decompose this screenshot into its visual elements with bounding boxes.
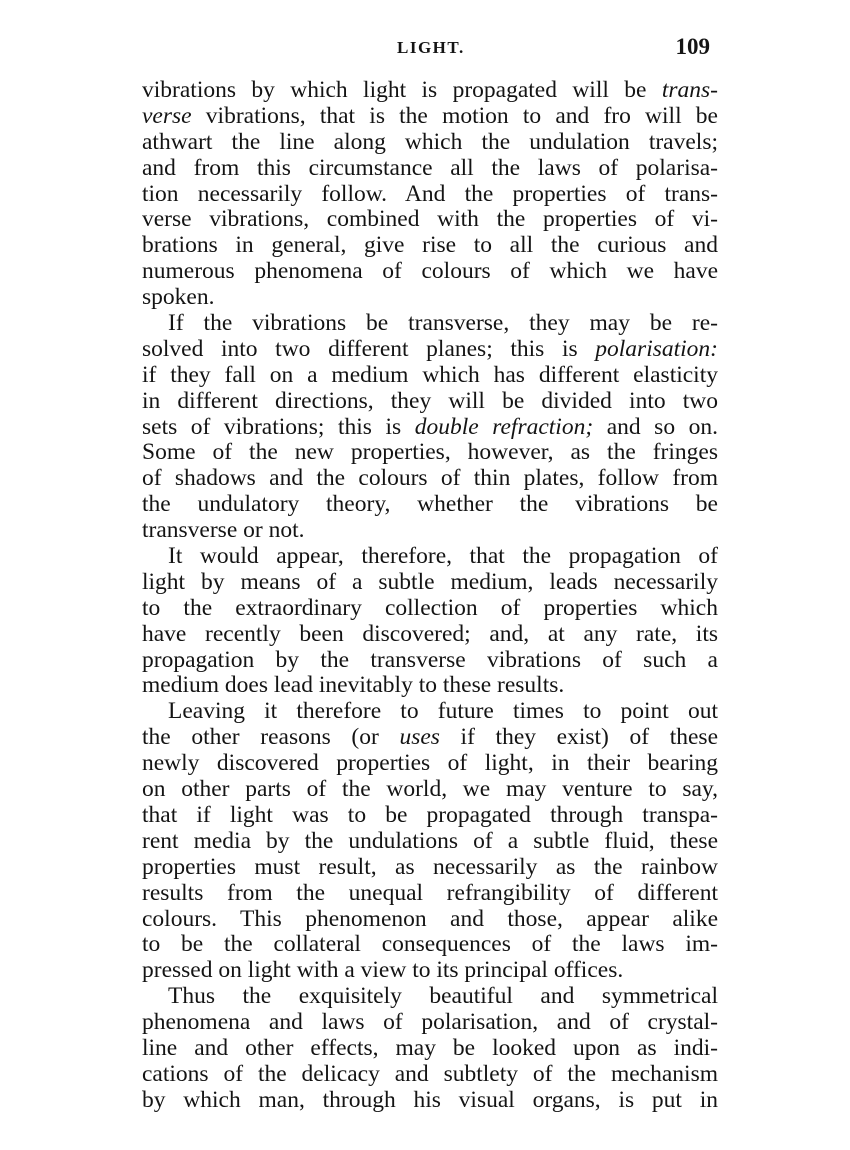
- text-line: [142, 699, 718, 725]
- text-line: [142, 958, 718, 984]
- text-line: [142, 570, 718, 596]
- text-run: numerous phenomena of colours of which we have: [142, 258, 718, 285]
- text-line: [142, 492, 718, 518]
- text-run: pressed on light with a view to its principal offices.: [142, 957, 624, 984]
- text-line: [142, 363, 718, 389]
- text-run: vibrations, that is the motion to and fro will be: [191, 102, 718, 129]
- text-line: [142, 855, 718, 881]
- text-line: [142, 259, 718, 285]
- text-run: spoken.: [142, 284, 215, 311]
- italic-text: uses: [399, 724, 440, 751]
- text-line: [142, 285, 718, 311]
- text-line: [142, 466, 718, 492]
- text-run: If the vibrations be transverse, they may be re-: [168, 310, 718, 337]
- italic-text: polarisation:: [595, 335, 718, 362]
- text-run: propagation by the transverse vibrations of such a: [142, 646, 718, 673]
- text-run: sets of vibrations; this is: [142, 413, 415, 440]
- text-run: if they fall on a medium which has different elasticity: [142, 361, 718, 388]
- text-run: rent media by the undulations of a subtle fluid, these: [142, 827, 718, 854]
- text-run: vibrations by which light is propagated will be: [142, 77, 662, 103]
- text-run: solved into two different planes; this is: [142, 335, 596, 362]
- text-line: [142, 1088, 718, 1114]
- text-run: phenomena and laws of polarisation, and of crystal-: [142, 1009, 718, 1036]
- text-line: [142, 751, 718, 777]
- text-line: [142, 1062, 718, 1088]
- text-run: newly discovered properties of light, in their bearing: [142, 750, 718, 777]
- text-run: It would appear, therefore, that the propagation of: [168, 543, 718, 570]
- text-line: [142, 803, 718, 829]
- italic-text: double refraction;: [414, 413, 594, 440]
- text-line: [142, 725, 718, 751]
- text-line: [142, 622, 718, 648]
- running-head: [142, 34, 710, 64]
- text-line: [142, 207, 718, 233]
- text-run: transverse or not.: [142, 517, 305, 544]
- text-line: [142, 1010, 718, 1036]
- text-line: [142, 415, 718, 441]
- text-run: and so on.: [593, 413, 718, 440]
- text-run: by which man, through his visual organs, is put in: [142, 1086, 718, 1113]
- text-run: Leaving it therefore to future times to point out: [168, 698, 718, 725]
- text-run: properties must result, as necessarily as the rainbow: [142, 853, 718, 880]
- text-line: [142, 311, 718, 337]
- text-line: [142, 233, 718, 259]
- text-line: [142, 130, 718, 156]
- text-line: [142, 932, 718, 958]
- text-line: [142, 337, 718, 363]
- text-line: [142, 518, 718, 544]
- text-run: cations of the delicacy and subtlety of the mechanism: [142, 1060, 718, 1087]
- text-line: [142, 1036, 718, 1062]
- text-run: to be the collateral consequences of the laws im-: [142, 931, 718, 958]
- text-line: [142, 78, 718, 104]
- text-run: that if light was to be propagated through transpa-: [142, 801, 718, 828]
- text-line: [142, 984, 718, 1010]
- text-line: [142, 648, 718, 674]
- body-text: [142, 78, 718, 1114]
- text-run: results from the unequal refrangibility of different: [142, 879, 718, 906]
- text-run: verse vibrations, combined with the properties of vi-: [142, 206, 718, 233]
- text-run: of shadows and the colours of thin plates, follow from: [142, 465, 718, 492]
- page-number: 109: [675, 34, 710, 59]
- italic-text: verse: [142, 102, 192, 129]
- text-line: [142, 156, 718, 182]
- text-run: brations in general, give rise to all the curious and: [142, 232, 718, 259]
- text-run: in different directions, they will be divided into two: [142, 387, 718, 414]
- text-run: if they exist) of these: [439, 724, 719, 751]
- text-run: on other parts of the world, we may venture to say,: [142, 776, 718, 803]
- text-line: [142, 544, 718, 570]
- text-run: medium does lead inevitably to these results.: [142, 672, 565, 699]
- text-line: [142, 777, 718, 803]
- text-run: tion necessarily follow. And the properties of trans-: [142, 180, 718, 207]
- text-run: Some of the new properties, however, as the fringes: [142, 439, 718, 466]
- text-line: [142, 104, 718, 130]
- text-run: to the extraordinary collection of properties which: [142, 594, 718, 621]
- text-line: [142, 440, 718, 466]
- text-line: [142, 881, 718, 907]
- text-run: colours. This phenomenon and those, appear alike: [142, 905, 718, 932]
- running-title: LIGHT.: [397, 38, 465, 57]
- text-run: and from this circumstance all the laws of polarisa-: [142, 154, 718, 181]
- text-run: the other reasons (or: [142, 724, 400, 751]
- text-run: line and other effects, may be looked upon as indi-: [142, 1034, 718, 1061]
- text-line: [142, 389, 718, 415]
- text-run: have recently been discovered; and, at any rate, its: [142, 620, 718, 647]
- text-line: [142, 673, 718, 699]
- text-run: athwart the line along which the undulation travels;: [142, 128, 718, 155]
- text-line: [142, 182, 718, 208]
- text-run: Thus the exquisitely beautiful and symmetrical: [168, 983, 718, 1010]
- text-line: [142, 596, 718, 622]
- text-line: [142, 829, 718, 855]
- text-run: the undulatory theory, whether the vibrations be: [142, 491, 718, 518]
- italic-text: trans-: [661, 77, 718, 103]
- text-line: [142, 907, 718, 933]
- text-run: light by means of a subtle medium, leads necessarily: [142, 568, 718, 595]
